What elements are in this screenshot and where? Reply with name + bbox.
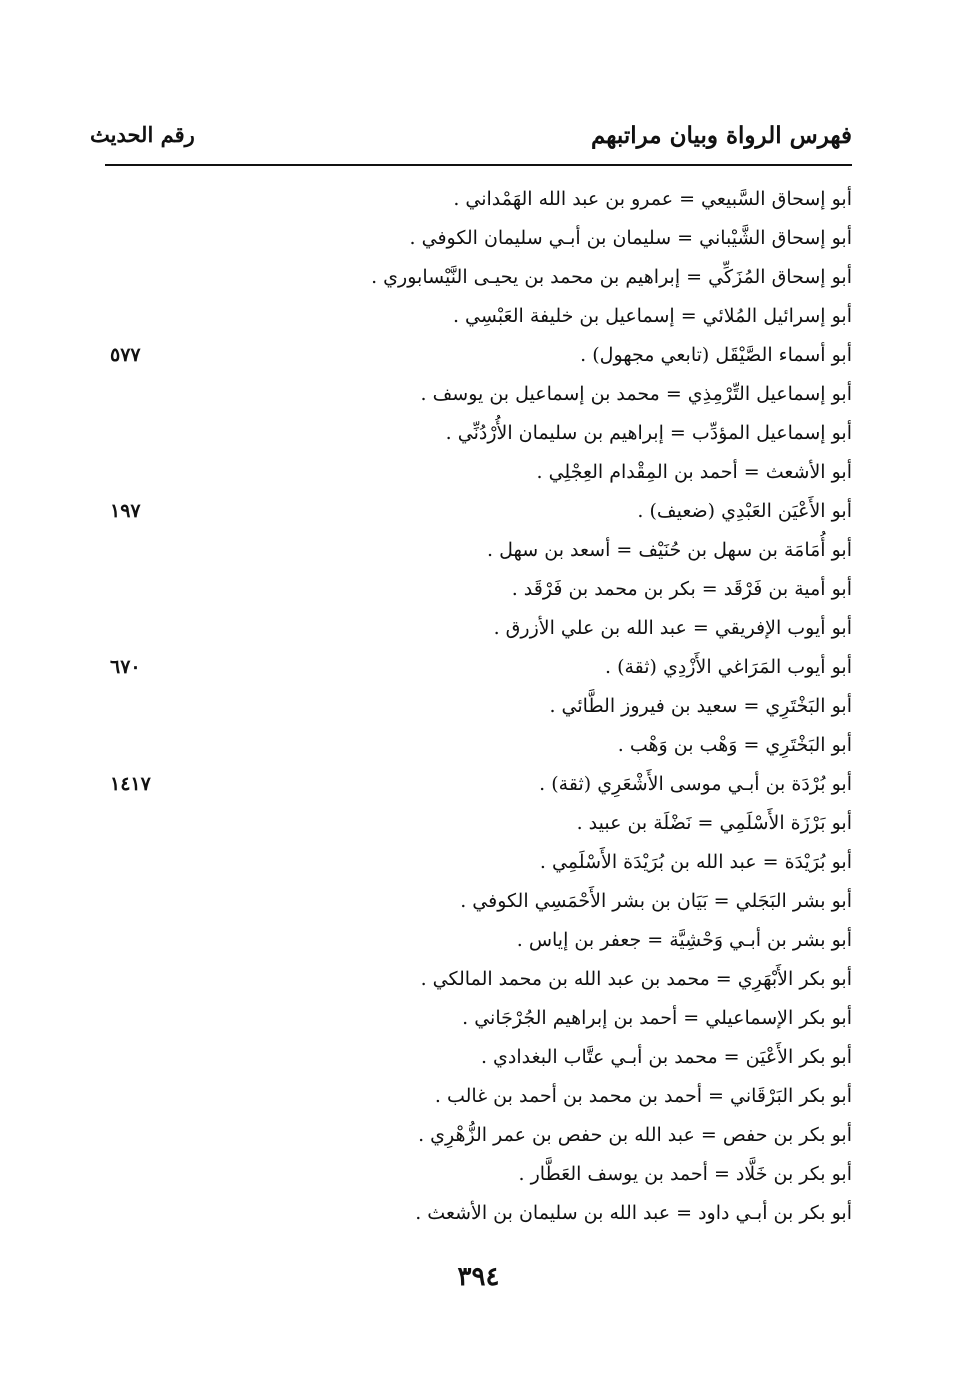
entry-text: أبو بَرْزَة الأَسْلَمِي = نَضْلَة بن عبيد . — [576, 812, 852, 834]
index-entry — [90, 882, 852, 921]
index-entry — [90, 960, 852, 999]
index-entry — [90, 180, 852, 219]
index-entry — [90, 843, 852, 882]
index-entry — [90, 999, 852, 1038]
hadith-number: ٦٧٠ — [110, 656, 141, 678]
index-entry — [90, 804, 852, 843]
entry-text: أبو بُرْدَة بن أبـي موسى الأَشْعَرِي (ثقة) . — [539, 773, 852, 795]
hadith-number: ١٩٧ — [110, 500, 141, 522]
entry-text: أبو إسحاق السَّبيعي = عمرو بن عبد الله الهَمْداني . — [453, 188, 852, 210]
entry-text: أبو بكر بن حفص = عبد الله بن حفص بن عمر الزُّهْرِي . — [418, 1124, 852, 1146]
page-number: ٣٩٤ — [457, 1262, 500, 1292]
entry-text: أبو بكر الأَعْيَن = محمد بن أبـي عتَّاب البغدادي . — [480, 1046, 852, 1068]
entry-text: أبو بكر الإسماعيلي = أحمد بن إبراهيم الجُرْجَاني . — [462, 1007, 852, 1029]
entry-text: أبو الأشعث = أحمد بن المِقْدام العِجْلِي . — [536, 461, 852, 483]
index-entry — [90, 219, 852, 258]
index-entry — [90, 492, 852, 531]
entry-text: أبو إسحاق الشَّيْباني = سليمان بن أبـي سليمان الكوفي . — [409, 227, 852, 249]
index-entry — [90, 297, 852, 336]
hadith-number: ١٤١٧ — [110, 773, 151, 795]
index-entry — [90, 336, 852, 375]
index-entry — [90, 258, 852, 297]
index-entry — [90, 921, 852, 960]
index-entry — [90, 1077, 852, 1116]
index-entry — [90, 687, 852, 726]
index-entry — [90, 609, 852, 648]
entry-text: أبو بكر البَرْقَاني = أحمد بن محمد بن أحمد بن غالب . — [434, 1085, 852, 1107]
entry-text: أبو إسماعيل المؤدِّب = إبراهيم بن سليمان الأُرْدُنِّي . — [445, 422, 852, 444]
running-title: فهرس الرواة وبيان مراتبهم — [590, 122, 852, 149]
entry-text: أبو أمية بن فَرْقَد = بكر بن محمد بن فَرْقَد . — [511, 578, 852, 600]
index-entry — [90, 570, 852, 609]
index-entry — [90, 375, 852, 414]
entry-text: أبو بكر بن أبـي داود = عبد الله بن سليمان بن الأشعث . — [415, 1202, 852, 1224]
entry-text: أبو بشر البَجَلي = بَيَان بن بشر الأَحْمَسِي الكوفي . — [460, 890, 852, 912]
index-entry — [90, 765, 852, 804]
entry-text: أبو البَخْتَرِي = وَهْب بن وَهْب . — [617, 734, 852, 756]
index-entry — [90, 1194, 852, 1233]
entry-text: أبو بكر الأَبْهَرِي = محمد بن عبد الله بن محمد المالكي . — [420, 968, 852, 990]
index-entry — [90, 531, 852, 570]
entry-text: أبو أسماء الصَّيْقَل (تابعي مجهول) . — [580, 344, 852, 366]
index-entry — [90, 1155, 852, 1194]
entry-text: أبو بشر بن أبـي وَحْشِيَّة = جعفر بن إياس . — [516, 929, 852, 951]
hadith-number-column-label: رقم الحديث — [90, 122, 195, 147]
narrator-index-list — [90, 180, 852, 1233]
entry-text: أبو أيوب الإفريقي = عبد الله بن علي الأزرق . — [493, 617, 852, 639]
index-entry — [90, 1116, 852, 1155]
index-entry — [90, 1038, 852, 1077]
entry-text: أبو إسماعيل التِّرْمِذِي = محمد بن إسماعيل بن يوسف . — [420, 383, 852, 405]
entry-text: أبو البَخْتَرِي = سعيد بن فيروز الطَّائي . — [549, 695, 852, 717]
entry-text: أبو أيوب المَرَاغي الأَزْدِي (ثقة) . — [604, 656, 852, 678]
index-entry — [90, 726, 852, 765]
entry-text: أبو أُمَامَة بن سهل بن حُنَيْف = أسعد بن سهل . — [487, 539, 852, 561]
entry-text: أبو بُرَيْدَة = عبد الله بن بُرَيْدَة الأَسْلَمِي . — [539, 851, 852, 873]
entry-text: أبو بكر بن خَلَّاد = أحمد بن يوسف العَطَّار . — [518, 1163, 852, 1185]
index-entry — [90, 648, 852, 687]
index-entry — [90, 453, 852, 492]
entry-text: أبو الأَعْيَن العَبْدِي (ضعيف) . — [637, 500, 852, 522]
header-rule — [105, 164, 852, 166]
page-header — [90, 118, 852, 158]
hadith-number: ٥٧٧ — [110, 344, 141, 366]
entry-text: أبو إسرائيل المُلائي = إسماعيل بن خليفة العَبْسِي . — [452, 305, 852, 327]
entry-text: أبو إسحاق المُزَكِّي = إبراهيم بن محمد بن يحيـى النَّيْسابوري . — [371, 266, 852, 288]
index-entry — [90, 414, 852, 453]
